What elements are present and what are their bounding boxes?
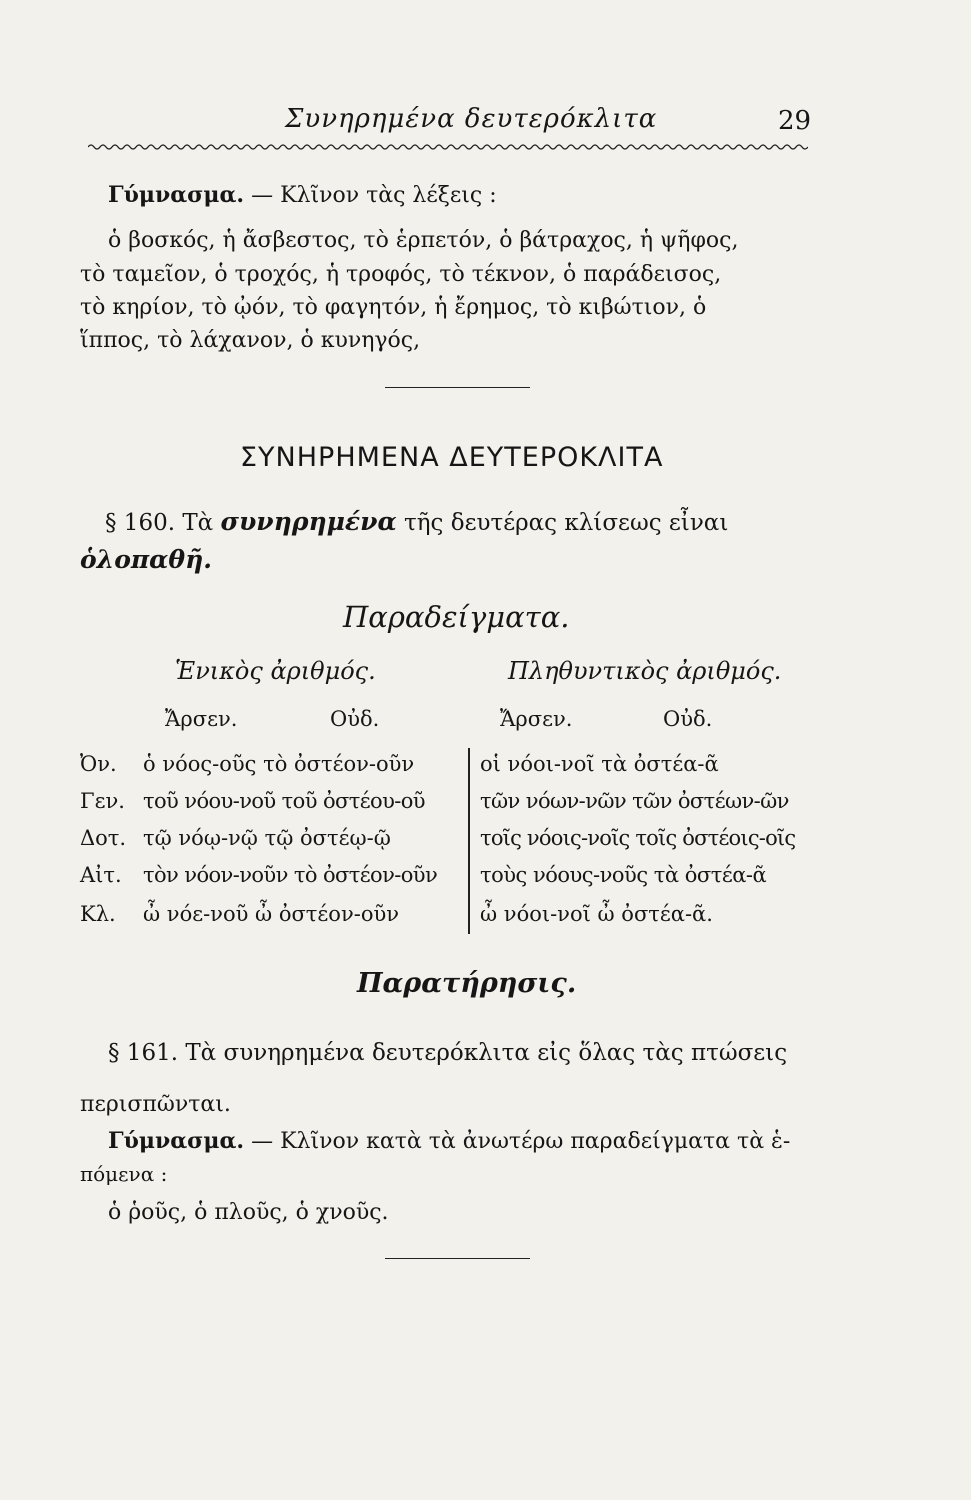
wavy-rule <box>88 142 808 152</box>
case-label: Γεν. <box>80 789 125 813</box>
exercise-1-label: Γύμνασμα. <box>108 182 245 208</box>
singular-form: ὁ νόος-οῦς τὸ ὀστέον-οῦν <box>143 752 415 776</box>
exercise-1-line-2: τὸ ταμεῖον, ὁ τροχός, ἡ τροφός, τὸ τέκνον, ὁ παράδεισος, <box>80 262 722 287</box>
plural-form: ὦ νόοι-νοῖ ὦ ὀστέα-ᾶ. <box>480 902 713 926</box>
sg-masculine-label: Ἄρσεν. <box>165 707 238 731</box>
exercise-2-text: Κλῖνον κατὰ τὰ ἀνωτέρω παραδείγματα τὰ ἑ- <box>280 1129 791 1154</box>
paragraph-160-number: § 160. <box>105 510 176 536</box>
exercise-2-label: Γύμνασμα. <box>108 1128 245 1154</box>
plural-heading: Πληθυντικὸς ἀριθμός. <box>508 657 782 685</box>
pl-neuter-label: Οὐδ. <box>663 707 713 731</box>
singular-form: τῷ νόῳ-νῷ τῷ ὀστέῳ-ῷ <box>143 826 391 850</box>
exercise-1-line-1: ὁ βοσκός, ἡ ἄσβεστος, τὸ ἑρπετόν, ὁ βάτραχος, ἡ ψῆφος, <box>108 228 739 253</box>
exercise-2-line-2: πόμενα : <box>80 1162 168 1186</box>
pl-masculine-label: Ἄρσεν. <box>500 707 573 731</box>
case-label: Δοτ. <box>80 826 127 850</box>
singular-heading: Ἑνικὸς ἀριθμός. <box>175 657 376 685</box>
exercise-1-intro <box>108 182 497 208</box>
examples-heading: Παραδείγματα. <box>343 600 570 634</box>
plural-form: τοῖς νόοις-νοῖς τοῖς ὀστέοις-οῖς <box>480 826 796 850</box>
paragraph-161-line-1 <box>108 1040 787 1066</box>
paragraph-160-line-2: ὁλοπαθῆ. <box>80 545 212 574</box>
case-label: Ὀν. <box>80 752 117 776</box>
page-number: 29 <box>778 106 812 136</box>
paragraph-161-line-2: περισπῶνται. <box>80 1092 231 1117</box>
plural-form: οἱ νόοι-νοῖ τὰ ὀστέα-ᾶ <box>480 752 719 776</box>
paragraph-160-post: τῆς δευτέρας κλίσεως εἶναι <box>404 510 729 536</box>
case-label: Κλ. <box>80 902 116 926</box>
paragraph-161-number: § 161. <box>108 1040 179 1066</box>
exercise-1-line-3: τὸ κηρίον, τὸ ᾠόν, τὸ φαγητόν, ἡ ἔρημος, τὸ κιβώτιον, ὁ <box>80 295 707 320</box>
exercise-2-dash: — <box>251 1129 274 1154</box>
singular-form: τοῦ νόου-νοῦ τοῦ ὀστέου-οῦ <box>143 789 425 813</box>
paragraph-160-line-1 <box>105 507 728 536</box>
exercise-1-dash: — <box>251 183 274 208</box>
paragraph-161-text: Τὰ συνηρημένα δευτερόκλιτα εἰς ὅλας τὰς πτώσεις <box>185 1040 788 1066</box>
divider <box>385 387 530 388</box>
singular-form: τὸν νόον-νοῦν τὸ ὀστέον-οῦν <box>143 863 438 887</box>
paragraph-160-pre: Τὰ <box>182 510 214 536</box>
exercise-2-line-1 <box>108 1128 790 1154</box>
exercise-2-line-3: ὁ ῥοῦς, ὁ πλοῦς, ὁ χνοῦς. <box>108 1200 389 1225</box>
exercise-1-line-4: ἵππος, τὸ λάχανον, ὁ κυνηγός, <box>80 328 421 353</box>
closing-divider <box>385 1258 530 1259</box>
paragraph-160-emph: συνηρημένα <box>220 507 397 536</box>
plural-form: τοὺς νόους-νοῦς τὰ ὀστέα-ᾶ <box>480 863 767 887</box>
sg-neuter-label: Οὐδ. <box>330 707 380 731</box>
exercise-1-instruction: Κλῖνον τὰς λέξεις : <box>280 183 497 208</box>
table-column-rule <box>468 748 470 934</box>
case-label: Αἰτ. <box>80 863 122 887</box>
singular-form: ὦ νόε-νοῦ ὦ ὀστέον-οῦν <box>143 902 399 926</box>
plural-form: τῶν νόων-νῶν τῶν ὀστέων-ῶν <box>480 789 789 813</box>
section-title: ΣΥΝΗΡΗΜΕΝΑ ΔΕΥΤΕΡΟΚΛΙΤΑ <box>240 442 664 473</box>
observation-heading: Παρατήρησις. <box>357 968 577 999</box>
running-head: Συνηρημένα δευτερόκλιτα <box>285 104 658 134</box>
